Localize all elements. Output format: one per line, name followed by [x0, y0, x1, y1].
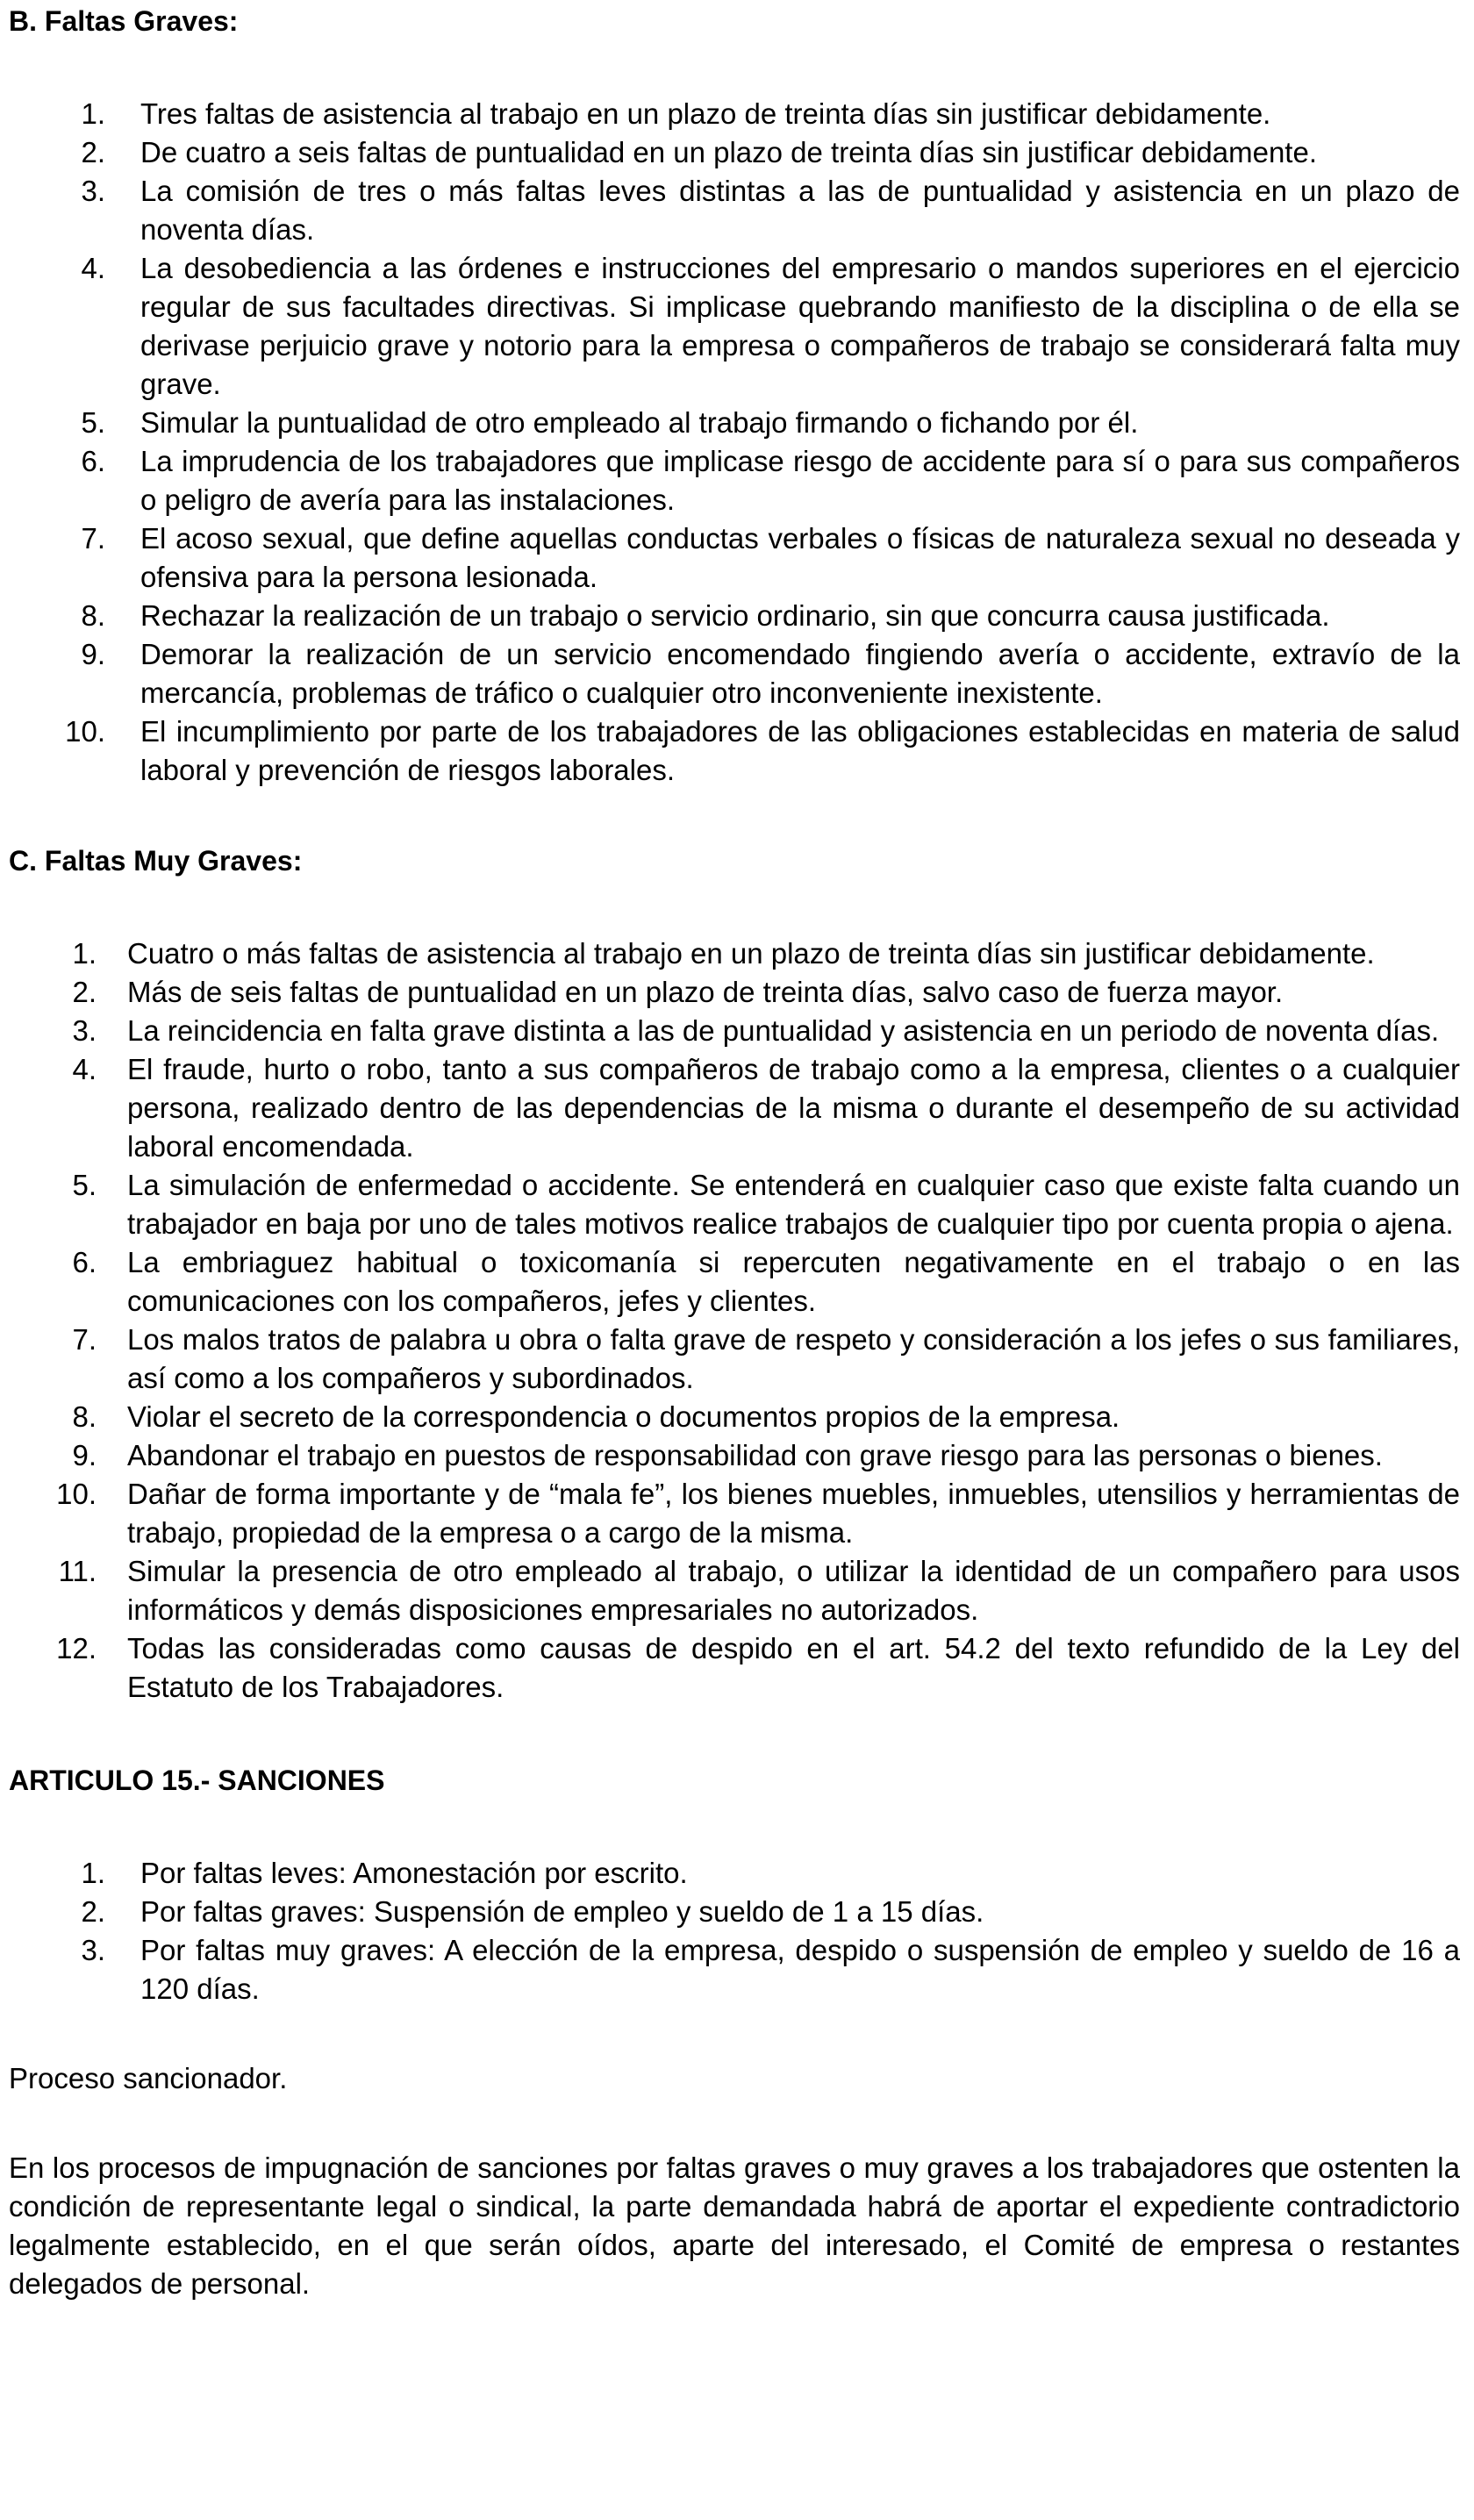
list-item: [9, 1050, 1460, 1166]
list-item-text: Los malos tratos de palabra u obra o falta grave de respeto y consideración a los jefes o sus familiares, así como a los compañeros y subordinados.: [127, 1323, 1460, 1394]
list-item-number: 9.: [81, 638, 105, 670]
list-item-text: Simular la puntualidad de otro empleado al trabajo firmando o fichando por él.: [140, 406, 1139, 439]
list-item-number: 3.: [81, 1934, 105, 1966]
list-item-text: Simular la presencia de otro empleado al trabajo, o utilizar la identidad de un compañero para usos informáticos y demás disposiciones empresariales no autorizados.: [127, 1555, 1460, 1626]
list-item: [9, 1629, 1460, 1707]
list-item-text: Demorar la realización de un servicio encomendado fingiendo avería o accidente, extravío de la mercancía, problemas de tráfico o cualquier otro inconveniente inexistente.: [140, 638, 1460, 709]
list-item: [9, 712, 1460, 790]
list-item-text: El fraude, hurto o robo, tanto a sus compañeros de trabajo como a la empresa, clientes o a cualquier persona, realizado dentro de las dependencias de la misma o durante el desempeño de su actividad laboral encomendada.: [127, 1053, 1460, 1163]
proceso-sancionador-text: En los procesos de impugnación de sanciones por faltas graves o muy graves a los trabajadores que ostenten la condición de representante legal o sindical, la parte demandada habrá de aportar el expediente contradictorio legalmente establecido, en el que serán oídos, aparte del interesado, el Comité de empresa o restantes delegados de personal.: [9, 2151, 1460, 2300]
list-item: [9, 1321, 1460, 1398]
list-item: [9, 934, 1460, 973]
list-item-text: Por faltas leves: Amonestación por escrito.: [140, 1857, 688, 1889]
list-item-number: 2.: [72, 976, 97, 1008]
list-item-text: Por faltas graves: Suspensión de empleo y sueldo de 1 a 15 días.: [140, 1895, 984, 1928]
list-item-number: 5.: [72, 1169, 97, 1201]
list-item-text: Violar el secreto de la correspondencia o documentos propios de la empresa.: [127, 1400, 1120, 1433]
list-item-number: 6.: [81, 445, 105, 477]
list-item-text: Por faltas muy graves: A elección de la empresa, despido o suspensión de empleo y sueldo de 16 a 120 días.: [140, 1934, 1460, 2005]
list-item-text: Rechazar la realización de un trabajo o servicio ordinario, sin que concurra causa justificada.: [140, 599, 1330, 632]
proceso-sancionador-title: Proceso sancionador.: [9, 2062, 288, 2094]
list-item: [9, 519, 1460, 597]
list-item-text: Dañar de forma importante y de “mala fe”, los bienes muebles, inmuebles, utensilios y herramientas de trabajo, propiedad de la empresa o a cargo de la misma.: [127, 1478, 1460, 1549]
list-item-text: El incumplimiento por parte de los trabajadores de las obligaciones establecidas en materia de salud laboral y prevención de riesgos laborales.: [140, 715, 1460, 786]
list-item-text: La desobediencia a las órdenes e instrucciones del empresario o mandos superiores en el ejercicio regular de sus facultades directivas. Si implicase quebrando manifiesto de la disciplina o de ella se derivase perjuicio grave y notorio para la empresa o compañeros de trabajo se considerará falta muy grave.: [140, 252, 1460, 400]
list-item-number: 10.: [56, 1478, 97, 1510]
list-item-number: 1.: [72, 937, 97, 970]
list-item: [9, 597, 1460, 635]
list-item-number: 1.: [81, 1857, 105, 1889]
list-item-text: Tres faltas de asistencia al trabajo en un plazo de treinta días sin justificar debidamente.: [140, 97, 1271, 130]
section-c-heading: C. Faltas Muy Graves:: [9, 845, 303, 877]
list-item-text: De cuatro a seis faltas de puntualidad en un plazo de treinta días sin justificar debidamente.: [140, 136, 1317, 168]
list-item-number: 8.: [81, 599, 105, 632]
list-item: [9, 1931, 1460, 2008]
list-item-number: 2.: [81, 1895, 105, 1928]
list-item: [9, 442, 1460, 519]
list-item-text: Cuatro o más faltas de asistencia al trabajo en un plazo de treinta días sin justificar debidamente.: [127, 937, 1375, 970]
list-item-number: 4.: [72, 1053, 97, 1085]
list-item-number: 1.: [81, 97, 105, 130]
list-item: [9, 133, 1460, 172]
list-item-number: 9.: [72, 1439, 97, 1471]
list-item-number: 6.: [72, 1246, 97, 1278]
list-item: [9, 1398, 1460, 1436]
list-item-number: 8.: [72, 1400, 97, 1433]
document-page: [9, 2, 1460, 2303]
list-item-number: 3.: [72, 1014, 97, 1047]
list-item-text: La embriaguez habitual o toxicomanía si repercuten negativamente en el trabajo o en las comunicaciones con los compañeros, jefes y clientes.: [127, 1246, 1460, 1317]
list-item-number: 12.: [56, 1632, 97, 1664]
list-item-number: 10.: [65, 715, 105, 748]
list-item: [9, 249, 1460, 404]
articulo-15-heading: ARTICULO 15.- SANCIONES: [9, 1765, 385, 1796]
list-item-number: 2.: [81, 136, 105, 168]
list-item: [9, 404, 1460, 442]
list-item: [9, 973, 1460, 1012]
list-item: [9, 1475, 1460, 1552]
list-item: [9, 172, 1460, 249]
list-item-number: 5.: [81, 406, 105, 439]
list-item-text: La reincidencia en falta grave distinta a las de puntualidad y asistencia en un periodo de noventa días.: [127, 1014, 1440, 1047]
list-item-text: La simulación de enfermedad o accidente. Se entenderá en cualquier caso que existe falta cuando un trabajador en baja por uno de tales motivos realice trabajos de cualquier tipo por cuenta propia o ajena.: [127, 1169, 1460, 1240]
list-item: [9, 95, 1460, 133]
list-item-text: La imprudencia de los trabajadores que implicase riesgo de accidente para sí o para sus compañeros o peligro de avería para las instalaciones.: [140, 445, 1460, 516]
list-item-text: La comisión de tres o más faltas leves distintas a las de puntualidad y asistencia en un plazo de noventa días.: [140, 175, 1460, 246]
section-b-heading: B. Faltas Graves:: [9, 5, 239, 37]
list-item: [9, 1166, 1460, 1243]
list-item: [9, 1854, 1460, 1893]
list-item-number: 7.: [72, 1323, 97, 1356]
list-item: [9, 635, 1460, 712]
list-item: [9, 1012, 1460, 1050]
list-item-text: El acoso sexual, que define aquellas conductas verbales o físicas de naturaleza sexual no deseada y ofensiva para la persona lesionada.: [140, 522, 1460, 593]
list-item-text: Abandonar el trabajo en puestos de responsabilidad con grave riesgo para las personas o bienes.: [127, 1439, 1383, 1471]
section-b-list: [9, 95, 1460, 790]
list-item-number: 3.: [81, 175, 105, 207]
section-c-list: [9, 934, 1460, 1707]
list-item-number: 11.: [58, 1555, 97, 1587]
list-item-text: Todas las consideradas como causas de despido en el art. 54.2 del texto refundido de la Ley del Estatuto de los Trabajadores.: [127, 1632, 1460, 1703]
list-item: [9, 1552, 1460, 1629]
sanciones-list: [9, 1854, 1460, 2008]
list-item: [9, 1436, 1460, 1475]
list-item-text: Más de seis faltas de puntualidad en un plazo de treinta días, salvo caso de fuerza mayor.: [127, 976, 1284, 1008]
list-item: [9, 1243, 1460, 1321]
list-item-number: 4.: [81, 252, 105, 284]
list-item: [9, 1893, 1460, 1931]
list-item-number: 7.: [81, 522, 105, 555]
